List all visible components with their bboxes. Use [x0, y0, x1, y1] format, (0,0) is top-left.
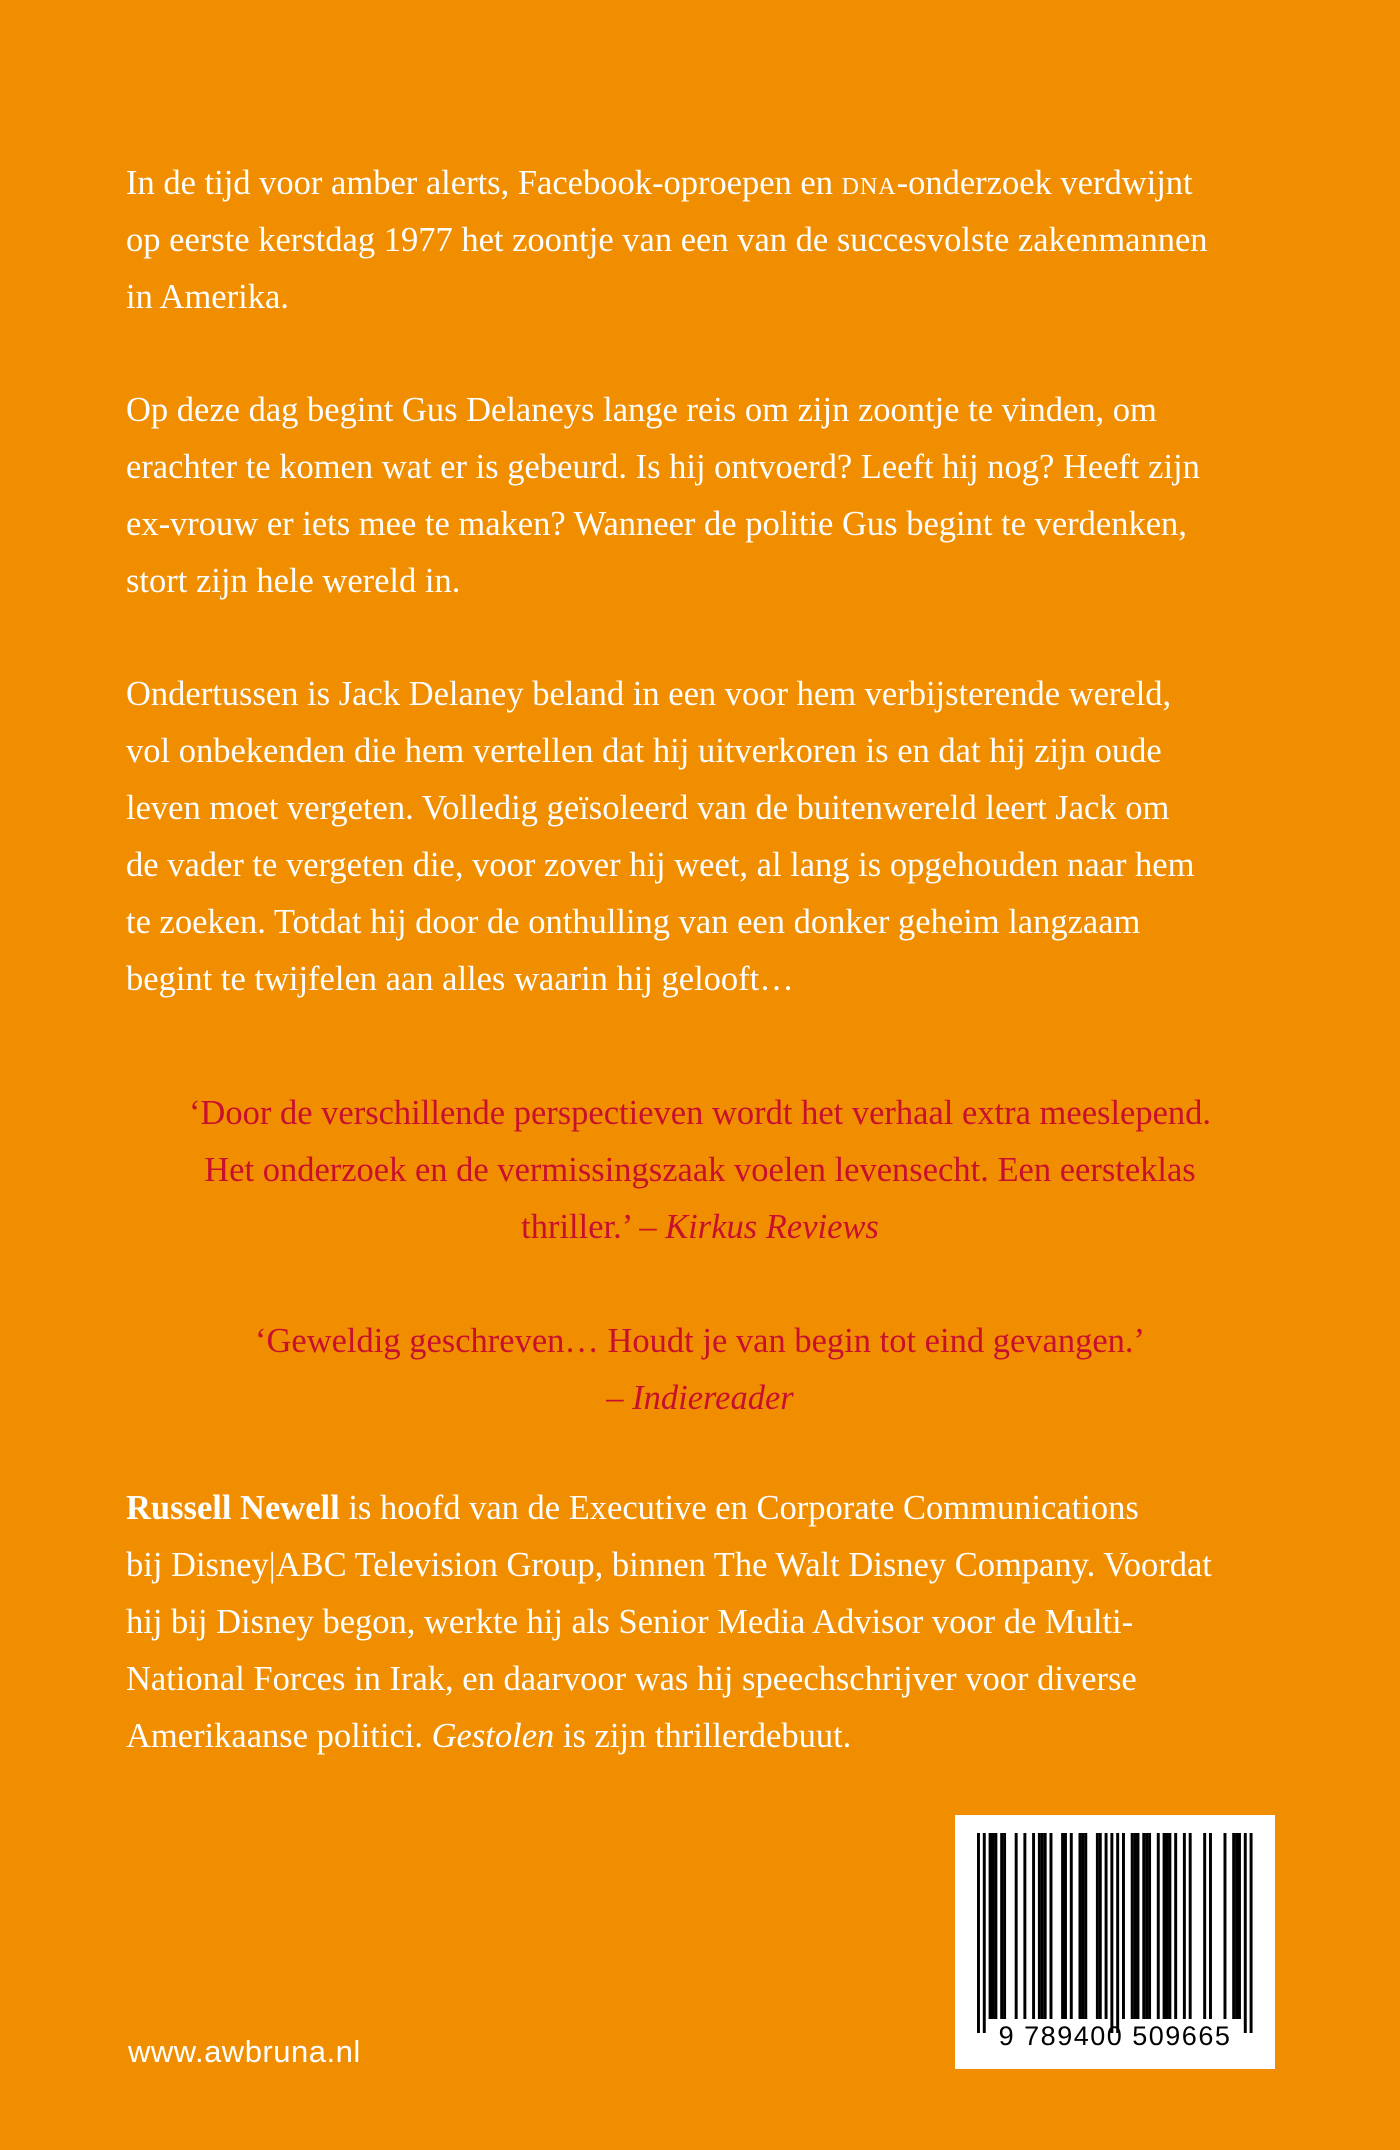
barcode-bar: [1079, 1833, 1082, 2019]
barcode-bar: [1061, 1833, 1064, 2019]
bio-line: National Forces in Irak, en daarvoor was hij speechschrijver voor diverse: [126, 1660, 1137, 1698]
isbn-barcode: [955, 1815, 1275, 2069]
blurb-line: begint te twijfelen aan alles waarin hij gelooft…: [126, 960, 794, 998]
blurb-paragraph-3: [126, 666, 1286, 1008]
barcode-bar: [1142, 1833, 1145, 2019]
blurb-line: In de tijd voor amber alerts, Facebook-oproepen en dna-onderzoek verdwijnt: [126, 164, 1193, 202]
barcode-bar: [1203, 1833, 1206, 2019]
author-name: Russell Newell: [126, 1489, 340, 1527]
quote-line: thriller.’ – Kirkus Reviews: [521, 1208, 879, 1246]
barcode-bar: [1081, 1833, 1084, 2019]
barcode-bar: [1064, 1833, 1067, 2019]
barcode-bar: [1015, 1833, 1018, 2019]
blurb-line: in Amerika.: [126, 278, 289, 316]
blurb-line: ex-vrouw er iets mee te maken? Wanneer de politie Gus begint te verdenken,: [126, 505, 1187, 543]
dna-abbreviation: dna: [841, 164, 897, 202]
barcode-bar: [1038, 1833, 1041, 2019]
quote-source: Kirkus Reviews: [665, 1208, 879, 1246]
blurb-line: stort zijn hele wereld in.: [126, 562, 461, 600]
blurb-line: erachter te komen wat er is gebeurd. Is hij ontvoerd? Leeft hij nog? Heeft zijn: [126, 448, 1200, 486]
barcode-bar: [1032, 1833, 1035, 2019]
author-bio: [126, 1480, 1286, 1765]
barcode-bar: [977, 1833, 980, 2033]
barcode-bar: [1244, 1833, 1247, 2033]
barcode-bar: [1183, 1833, 1186, 2019]
barcode-bar: [1122, 1833, 1125, 2019]
book-title: Gestolen: [431, 1717, 555, 1755]
barcode-bar: [1157, 1833, 1160, 2019]
barcode-bar: [1099, 1833, 1102, 2019]
quote-line: Het onderzoek en de vermissingszaak voelen levensecht. Een eersteklas: [204, 1151, 1196, 1189]
bio-line: hij bij Disney begon, werkte hij als Senior Media Advisor voor de Multi-: [126, 1603, 1134, 1641]
barcode-bar: [1105, 1833, 1108, 2019]
barcode-bar: [1174, 1833, 1177, 2019]
barcode-bar: [1209, 1833, 1212, 2019]
blurb-line: vol onbekenden die hem vertellen dat hij uitverkoren is en dat hij zijn oude: [126, 732, 1162, 770]
blurb-line: leven moet vergeten. Volledig geïsoleerd van de buitenwereld leert Jack om: [126, 789, 1170, 827]
blurb-line: Op deze dag begint Gus Delaneys lange reis om zijn zoontje te vinden, om: [126, 391, 1157, 429]
blurb-line: de vader te vergeten die, voor zover hij weet, al lang is opgehouden naar hem: [126, 846, 1195, 884]
barcode-bar: [1235, 1833, 1238, 2019]
barcode-bar: [1110, 1833, 1113, 2033]
barcode-bar: [1238, 1833, 1241, 2019]
blurb-paragraph-1: [126, 155, 1286, 326]
barcode-bar: [1050, 1833, 1053, 2019]
barcode-bar: [1070, 1833, 1073, 2019]
barcode-bar: [1148, 1833, 1151, 2019]
bio-line: Russell Newell is hoofd van de Executive en Corporate Communications: [126, 1489, 1139, 1527]
barcode-bar: [1134, 1833, 1137, 2019]
blurb-line: Ondertussen is Jack Delaney beland in een voor hem verbijsterende wereld,: [126, 675, 1172, 713]
blurb-paragraph-2: [126, 382, 1286, 610]
bio-line: bij Disney|ABC Television Group, binnen The Walt Disney Company. Voordat: [126, 1546, 1212, 1584]
blurb-line: te zoeken. Totdat hij door de onthulling van een donker geheim langzaam: [126, 903, 1141, 941]
quote-line: – Indiereader: [606, 1379, 794, 1417]
barcode-bar: [1168, 1833, 1171, 2019]
barcode-bar: [994, 1833, 997, 2019]
barcode-bar: [1044, 1833, 1047, 2019]
barcode-bar: [1041, 1833, 1044, 2019]
barcode-bar: [1145, 1833, 1148, 2019]
barcode-bar: [1232, 1833, 1235, 2019]
quote-line: ‘Door de verschillende perspectieven wordt het verhaal extra meeslepend.: [188, 1094, 1212, 1132]
blurb-line: op eerste kerstdag 1977 het zoontje van een van de succesvolste zakenmannen: [126, 221, 1208, 259]
publisher-website: www.awbruna.nl: [128, 2034, 361, 2069]
review-quote-indiereader: [100, 1313, 1300, 1427]
barcode-bar: [983, 1833, 986, 2033]
barcode-bar: [1137, 1833, 1140, 2019]
barcode-bar: [1096, 1833, 1099, 2019]
barcode-bar: [1003, 1833, 1006, 2019]
barcode-bar: [992, 1833, 995, 2019]
quote-line: ‘Geweldig geschreven… Houdt je van begin tot eind gevangen.’: [254, 1322, 1145, 1360]
barcode-bar: [1163, 1833, 1166, 2019]
review-quote-kirkus: [100, 1085, 1300, 1256]
barcode-bar: [1250, 1833, 1253, 2033]
barcode-bar: [1084, 1833, 1087, 2019]
barcode-bar: [1023, 1833, 1026, 2019]
barcode-bar: [1189, 1833, 1192, 2019]
bio-line: Amerikaanse politici. Gestolen is zijn thrillerdebuut.: [126, 1717, 852, 1755]
barcode-bar: [1166, 1833, 1169, 2019]
barcode-bar: [1224, 1833, 1227, 2019]
barcode-bar: [1116, 1833, 1119, 2033]
barcode-bar: [989, 1833, 992, 2019]
isbn-digits: 9 789400 509665: [998, 2021, 1232, 2051]
barcode-bar: [1000, 1833, 1003, 2019]
quote-source: Indiereader: [632, 1379, 794, 1417]
barcode-bar: [1131, 1833, 1134, 2019]
